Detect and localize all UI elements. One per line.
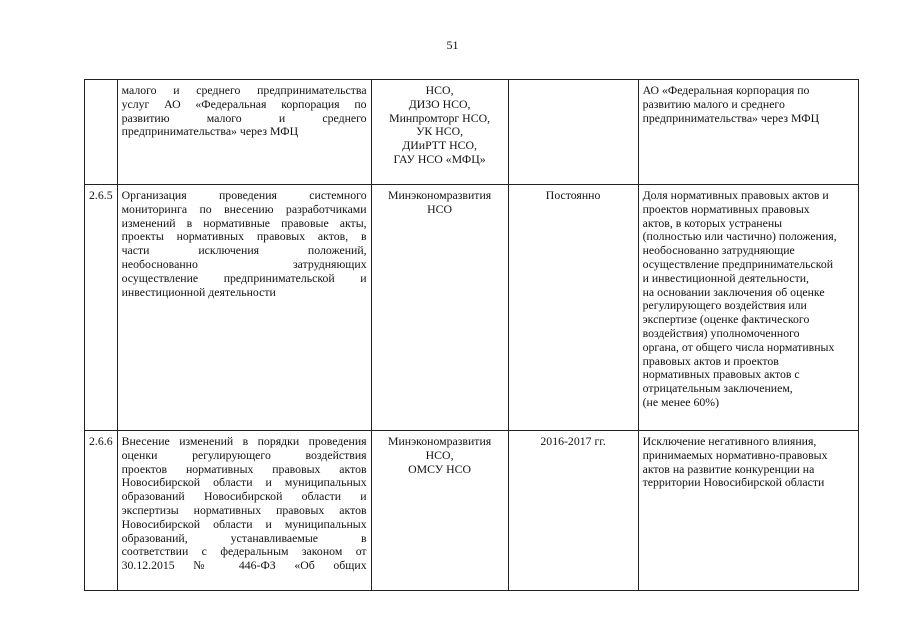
indicator-line: (не менее 60%) bbox=[642, 394, 720, 409]
executors-cell bbox=[371, 431, 508, 591]
page-number: 51 bbox=[446, 38, 459, 52]
term-cell: Постоянно bbox=[508, 185, 638, 431]
indicator-line: актов, в которых устранены bbox=[642, 215, 783, 230]
indicator-line: (полностью или частично) положения, bbox=[642, 229, 837, 244]
executor-line: Минэкономразвития bbox=[387, 434, 492, 448]
activity-line: изменений в нормативные правовые акты, bbox=[121, 215, 367, 230]
executor-line: НСО bbox=[427, 201, 453, 216]
indicator-line: необоснованно затрудняющие bbox=[642, 243, 795, 258]
activity-line: образований Новосибирской области и bbox=[121, 489, 367, 504]
indicator-line: проектов нормативных правовых bbox=[642, 201, 810, 216]
table-row bbox=[85, 80, 859, 185]
activity-line: Организация проведения системного bbox=[121, 188, 367, 202]
activity-line: Новосибирской области и муниципальных bbox=[121, 475, 367, 490]
executor-line: Минэкономразвития bbox=[387, 188, 492, 202]
executors-cell bbox=[371, 185, 508, 431]
measure-activity-cell bbox=[117, 431, 371, 591]
indicator-line: органа, от общего числа нормативных bbox=[642, 339, 835, 354]
activity-line: Новосибирской области и муниципальных bbox=[121, 516, 367, 531]
activity-line: необоснованно затрудняющих bbox=[121, 256, 367, 271]
activity-line: образований, устанавливаемые в bbox=[121, 530, 367, 545]
activity-line: мониторинга по внесению разработчиками bbox=[121, 201, 367, 216]
activity-line: оценки регулирующего воздействия bbox=[121, 447, 367, 462]
activity-line: Внесение изменений в порядки проведения bbox=[121, 434, 367, 448]
indicator-line: отрицательным заключением, bbox=[642, 381, 793, 396]
activity-line: малого и среднего предпринимательства bbox=[121, 83, 367, 97]
measure-number-cell: 2.6.6 bbox=[85, 431, 118, 591]
activity-line: части исключения положений, bbox=[121, 243, 367, 258]
executor-line: УК НСО, bbox=[416, 124, 464, 139]
executor-line: ГАУ НСО «МФЦ» bbox=[393, 151, 486, 166]
indicator-line: предпринимательства» через МФЦ bbox=[642, 110, 820, 125]
table-body bbox=[85, 80, 859, 591]
activity-line: 30.12.2015 № 446-ФЗ «Об общих bbox=[121, 558, 367, 573]
indicator-line: регулирующего воздействия или bbox=[642, 298, 807, 313]
measure-number-cell: 2.6.5 bbox=[85, 185, 118, 431]
measure-activity-cell bbox=[117, 80, 371, 185]
term-cell bbox=[508, 80, 638, 185]
executor-line: ДИиРТТ НСО, bbox=[402, 138, 477, 153]
indicator-line: правовых актов и проектов bbox=[642, 353, 779, 368]
indicator-line: нормативных правовых актов с bbox=[642, 367, 800, 382]
table-row bbox=[85, 431, 859, 591]
indicator-line: воздействия) уполномоченного bbox=[642, 325, 800, 340]
executor-line: НСО, bbox=[425, 83, 454, 97]
measure-number-cell bbox=[85, 80, 118, 185]
activity-line: развитию малого и среднего bbox=[121, 110, 367, 125]
indicator-line: развитию малого и среднего bbox=[642, 96, 785, 111]
indicator-line: принимаемых нормативно-правовых bbox=[642, 447, 828, 462]
executor-line: НСО, bbox=[425, 447, 454, 462]
indicator-line: АО «Федеральная корпорация по bbox=[642, 83, 810, 97]
indicator-cell bbox=[638, 185, 858, 431]
executor-line: ОМСУ НСО bbox=[408, 461, 472, 476]
indicator-line: территории Новосибирской области bbox=[642, 475, 825, 490]
executor-line: Минпромторг НСО, bbox=[389, 110, 491, 125]
activity-line: осуществление предпринимательской и bbox=[121, 270, 367, 285]
measures-table bbox=[84, 79, 859, 591]
activity-line: услуг АО «Федеральная корпорация по bbox=[121, 96, 367, 111]
executor-line: ДИЗО НСО, bbox=[408, 96, 471, 111]
indicator-line: и инвестиционной деятельности, bbox=[642, 270, 810, 285]
term-cell: 2016-2017 гг. bbox=[508, 431, 638, 591]
indicator-line: Исключение негативного влияния, bbox=[642, 434, 817, 448]
indicator-line: экспертизе (оценке фактического bbox=[642, 312, 810, 327]
activity-line: предпринимательства» через МФЦ bbox=[121, 124, 299, 139]
activity-line: соответствии с федеральным законом от bbox=[121, 544, 367, 559]
activity-line: проекты нормативных правовых актов, в bbox=[121, 229, 367, 244]
activity-line: экспертизы нормативных правовых актов bbox=[121, 502, 367, 517]
indicator-cell bbox=[638, 80, 858, 185]
activity-line: проектов нормативных правовых актов bbox=[121, 461, 367, 476]
indicator-line: актов на развитие конкуренции на bbox=[642, 461, 815, 476]
indicator-cell bbox=[638, 431, 858, 591]
measure-activity-cell bbox=[117, 185, 371, 431]
executors-cell bbox=[371, 80, 508, 185]
indicator-line: Доля нормативных правовых актов и bbox=[642, 188, 829, 202]
activity-line: инвестиционной деятельности bbox=[121, 284, 276, 299]
indicator-line: на основании заключения об оценке bbox=[642, 284, 825, 299]
table-row bbox=[85, 185, 859, 431]
indicator-line: осуществление предпринимательской bbox=[642, 256, 834, 271]
